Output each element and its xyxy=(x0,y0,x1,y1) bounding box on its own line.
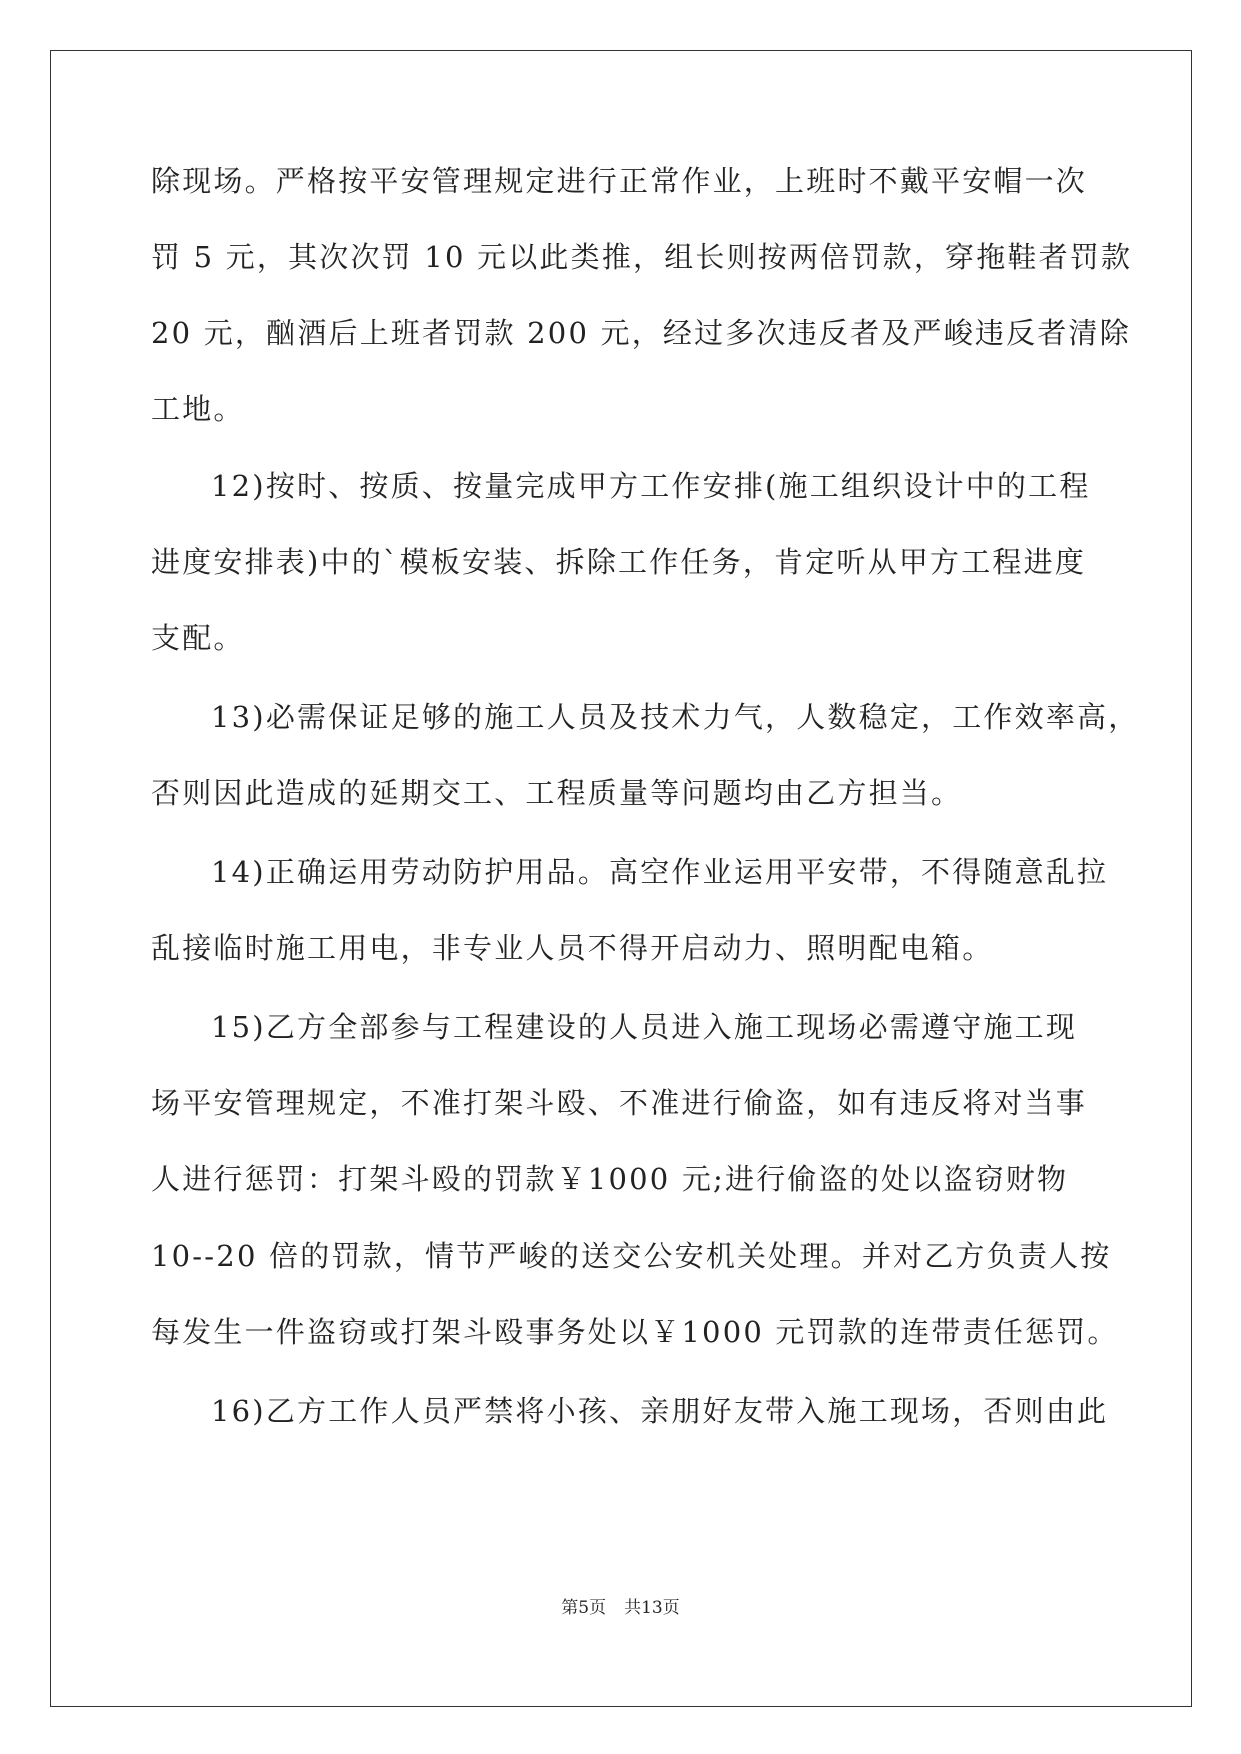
text-line: 14)正确运用劳动防护用品。高空作业运用平安带，不得随意乱拉 xyxy=(211,855,1109,889)
text-line: 人进行惩罚：打架斗殴的罚款￥1000 元;进行偷盗的处以盗窃财物 xyxy=(151,1162,1069,1196)
text-line: 进度安排表)中的`模板安装、拆除工作任务，肯定听从甲方工程进度 xyxy=(151,545,1087,579)
text-line: 否则因此造成的延期交工、工程质量等问题均由乙方担当。 xyxy=(151,776,963,810)
page-total: 共13页 xyxy=(624,1598,680,1618)
text-line: 工地。 xyxy=(151,392,245,426)
text-line: 支配。 xyxy=(151,621,245,655)
text-line: 12)按时、按质、按量完成甲方工作安排(施工组织设计中的工程 xyxy=(211,469,1091,503)
text-line: 乱接临时施工用电，非专业人员不得开启动力、照明配电箱。 xyxy=(151,931,994,965)
text-line: 除现场。严格按平安管理规定进行正常作业，上班时不戴平安帽一次 xyxy=(151,164,1088,198)
text-line: 13)必需保证足够的施工人员及技术力气，人数稳定，工作效率高， xyxy=(211,700,1140,734)
text-line: 16)乙方工作人员严禁将小孩、亲朋好友带入施工现场，否则由此 xyxy=(211,1394,1109,1428)
page-footer xyxy=(0,1596,1241,1620)
text-line: 罚 5 元，其次次罚 10 元以此类推，组长则按两倍罚款，穿拖鞋者罚款 xyxy=(151,240,1133,274)
text-line: 20 元，酗酒后上班者罚款 200 元，经过多次违反者及严峻违反者清除 xyxy=(151,316,1131,350)
text-line: 15)乙方全部参与工程建设的人员进入施工现场必需遵守施工现 xyxy=(211,1010,1078,1044)
text-line: 场平安管理规定，不准打架斗殴、不准进行偷盗，如有违反将对当事 xyxy=(151,1086,1088,1120)
text-line: 10--20 倍的罚款，情节严峻的送交公安机关处理。并对乙方负责人按 xyxy=(151,1239,1112,1273)
text-line: 每发生一件盗窃或打架斗殴事务处以￥1000 元罚款的连带责任惩罚。 xyxy=(151,1315,1119,1349)
page-number: 第5页 xyxy=(561,1598,607,1618)
